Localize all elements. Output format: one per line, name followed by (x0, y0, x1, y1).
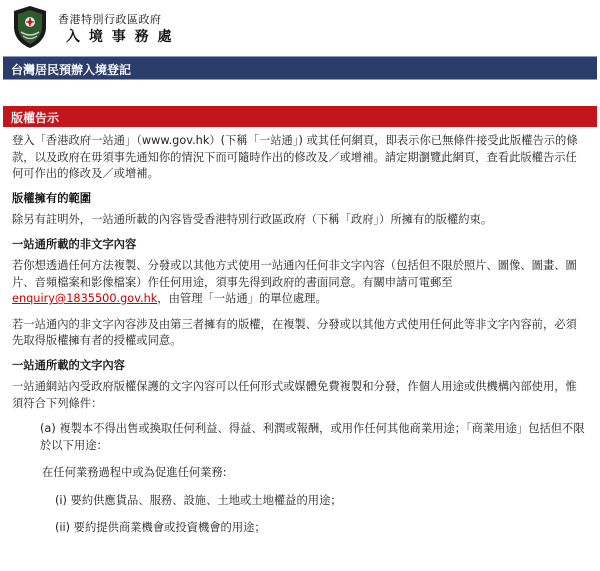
government-name: 香港特別行政區政府 (58, 13, 162, 26)
scope-paragraph: 除另有註明外，一站通所載的內容皆受香港特別行政區政府（下稱「政府」）所擁有的版權約束。 (12, 213, 493, 226)
enquiry-email-link[interactable]: enquiry@1835500.gov.hk (12, 292, 158, 305)
copyright-content (12, 133, 588, 537)
page-title-bar (3, 56, 597, 80)
section-header-bar (3, 106, 597, 127)
page-title: 台灣居民預辦入境登記 (11, 63, 132, 77)
scope-heading: 版權擁有的範圍 (12, 191, 92, 205)
non-text-heading: 一站通所載的非文字內容 (12, 237, 137, 251)
condition-a: (a) 複製本不得出售或換取任何利益、得益、利潤或報酬，或用作任何其他商業用途；「商業用途」包括但不限於以下用途： (40, 422, 585, 452)
condition-i: (i) 要約供應貨品、服務、設施、土地或土地權益的用途； (55, 493, 342, 507)
intro-paragraph: 登入「香港政府一站通」（www.gov.hk）(下稱「一站通」) 或其任何網頁，即表示你已無條件接受此版權告示的條款，以及政府在毋須事先通知你的情況下而可隨時作出的修改及／或增補。請定期瀏覽此網頁，查看此版權告示任何可作出的修改及／或增補。 (12, 134, 578, 180)
text-content-paragraph: 一站通網站內受政府版權保護的文字內容可以任何形式或媒體免費複製和分發，作個人用途或供機構內部使用，惟須符合下列條件： (12, 380, 577, 410)
condition-ii: (ii) 要約提供商業機會或投資機會的用途； (55, 521, 266, 534)
department-name: 入 境 事 務 處 (66, 29, 174, 45)
condition-sub: 在任何業務過程中或為促進任何業務: (42, 466, 227, 479)
section-header-title: 版權告示 (11, 111, 60, 125)
third-party-paragraph: 若一站通內的非文字內容涉及由第三者擁有的版權，在複製、分發或以其他方式使用任何此等非文字內容前，必須先取得版權擁有者的授權或同意。 (12, 317, 577, 347)
site-header (0, 0, 600, 54)
text-content-heading: 一站通所載的文字內容 (12, 358, 125, 372)
non-text-paragraph-b: ，由管理「一站通」的單位處理。 (157, 292, 327, 305)
non-text-paragraph (12, 258, 588, 308)
hksar-emblem-icon (13, 5, 47, 49)
non-text-paragraph-a: 若你想透過任何方法複製、分發或以其他方式使用一站通內任何非文字內容（包括但不限於照片、圖像、圖畫、圖片、音頻檔案和影像檔案）作任何用途，須事先得到政府的書面同意。有關申請可電郵至 (12, 259, 577, 289)
